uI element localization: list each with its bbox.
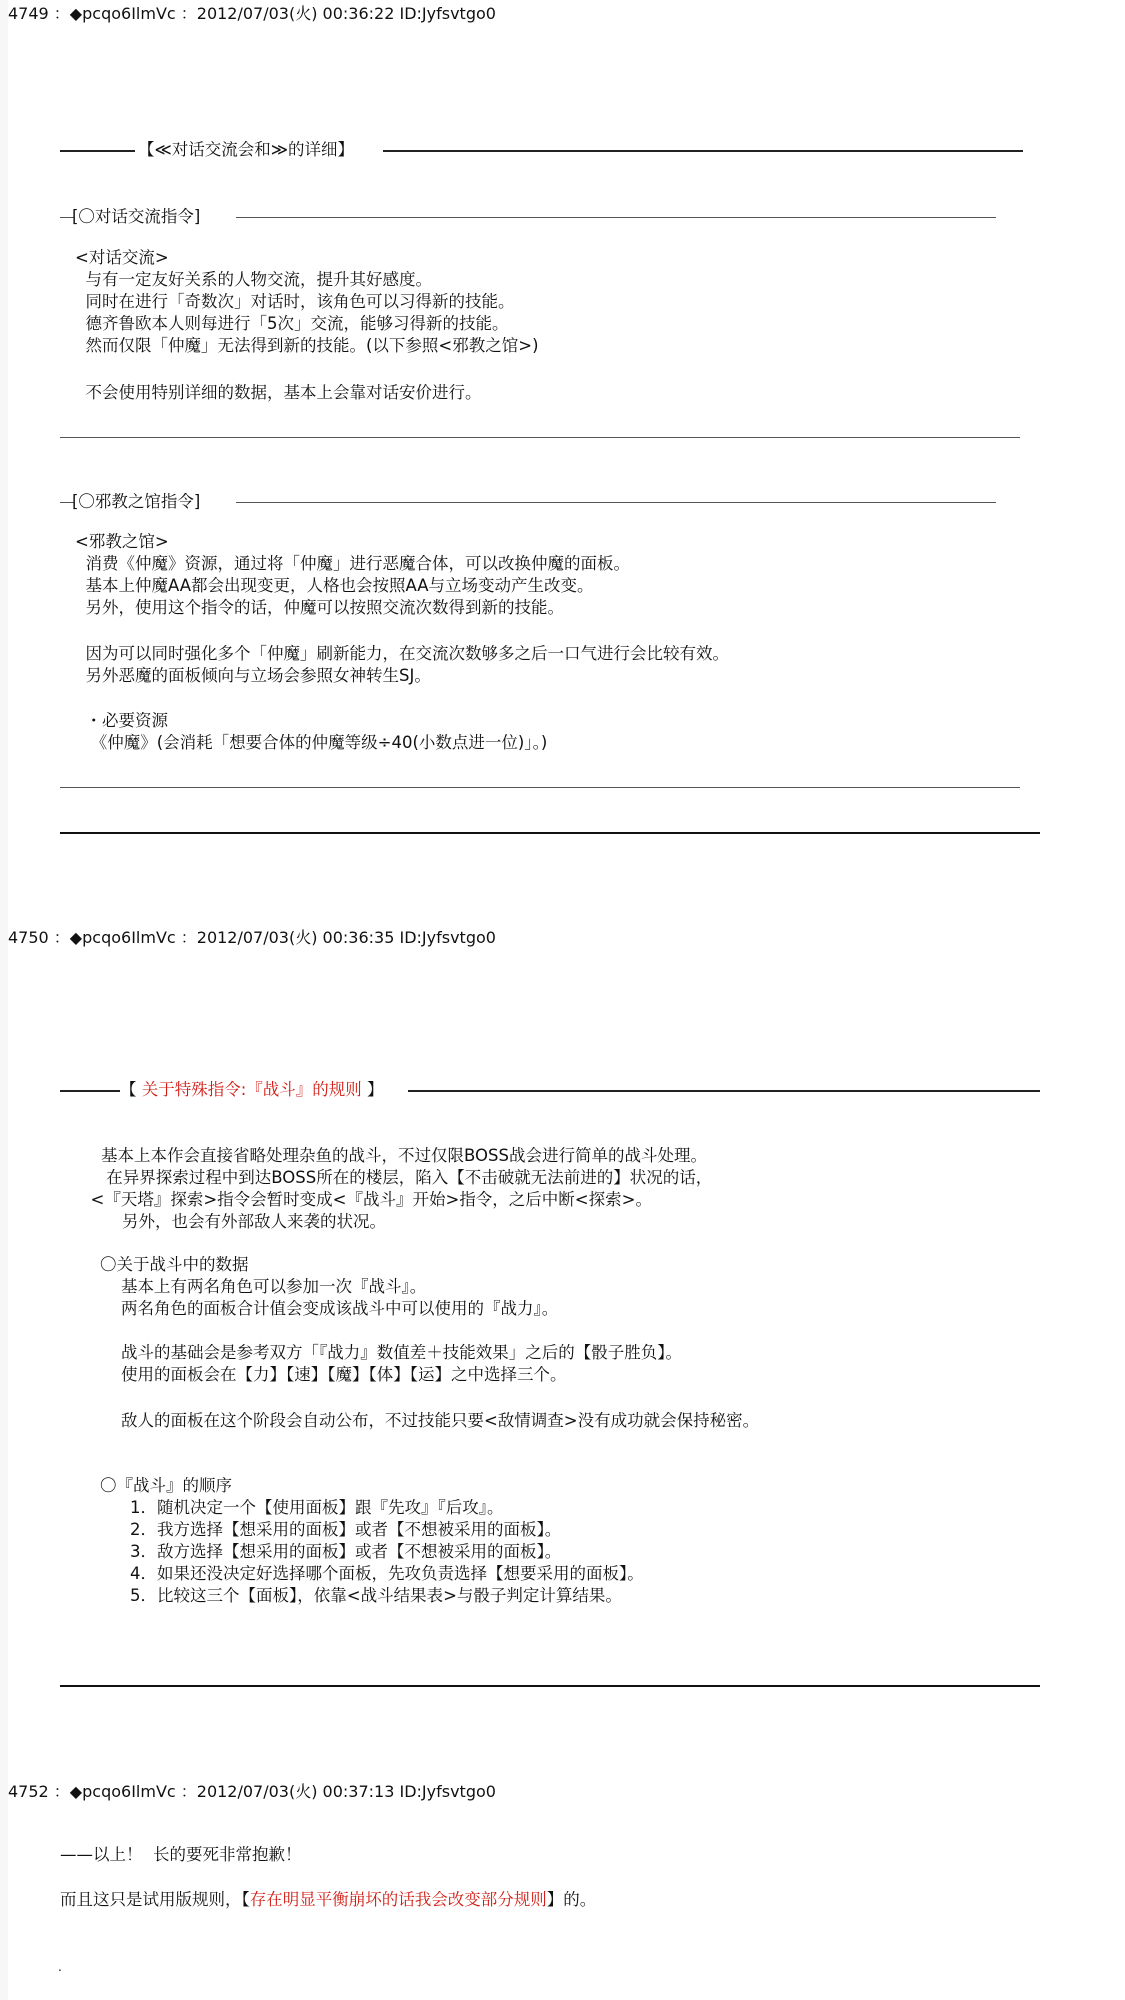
block-line: 与有一定友好关系的人物交流，提升其好感度。 xyxy=(75,270,432,289)
intro-line: 基本上本作会直接省略处理杂鱼的战斗，不过仅限BOSS战会进行简单的战斗处理。 xyxy=(80,1146,707,1165)
block-line: 另外，使用这个指令的话，仲魔可以按照交流次数得到新的技能。 xyxy=(75,598,564,617)
order-step: 4．如果还没决定好选择哪个面板，先攻负责选择【想要采用的面板】。 xyxy=(130,1564,644,1583)
block-divider xyxy=(60,787,1020,788)
section-rule-left xyxy=(60,1090,120,1092)
data-line: 〇关于战斗中的数据 xyxy=(100,1255,249,1274)
block-line: 同时在进行「奇数次」对话时，该角色可以习得新的技能。 xyxy=(75,292,515,311)
closing-line xyxy=(60,1889,596,1911)
section-rule-right xyxy=(383,150,1023,152)
section-title xyxy=(120,1079,384,1101)
block-rule-right xyxy=(236,502,996,503)
section-rule-right xyxy=(408,1090,1040,1092)
block-line: 《仲魔》(会消耗「想要合体的仲魔等级÷40(小数点进一位)」。) xyxy=(75,733,548,752)
block-line: 因为可以同时强化多个「仲魔」刷新能力，在交流次数够多之后一口气进行会比较有效。 xyxy=(75,644,729,663)
block-line: 然而仅限「仲魔」无法得到新的技能。(以下参照<邪教之馆>) xyxy=(75,336,539,355)
order-step: 1．随机决定一个【使用面板】跟『先攻』『后攻』。 xyxy=(130,1498,504,1517)
block-line: 基本上仲魔AA都会出现变更，人格也会按照AA与立场变动产生改变。 xyxy=(75,576,594,595)
section-title-highlight: 关于特殊指令:『战斗』的规则 xyxy=(141,1080,362,1099)
post-header: 4750 ：◆pcqo6IlmVc ：2012/07/03(火) 00:36:35 ID:Jyfsvtgo0 xyxy=(8,928,496,947)
data-line: 敌人的面板在这个阶段会自动公布，不过技能只要<敌情调查>没有成功就会保持秘密。 xyxy=(100,1411,760,1430)
order-step: 5．比较这三个【面板】，依靠<战斗结果表>与骰子判定计算结果。 xyxy=(130,1586,622,1605)
data-line: 战斗的基础会是参考双方「『战力』数值差＋技能效果」之后的【骰子胜负】。 xyxy=(100,1343,682,1362)
block-title: [〇对话交流指令] xyxy=(72,207,201,226)
closing-highlight: 存在明显平衡崩坏的话我会改变部分规则 xyxy=(249,1890,547,1909)
trailing-dot: . xyxy=(58,1960,62,1974)
intro-line: 另外，也会有外部敌人来袭的状况。 xyxy=(80,1212,386,1231)
block-line: <邪教之馆> xyxy=(75,532,169,551)
block-line: <对话交流> xyxy=(75,248,169,267)
post-end-rule xyxy=(60,1685,1040,1687)
section-rule-left xyxy=(60,150,135,152)
closing-line: ——以上！ 长的要死非常抱歉！ xyxy=(60,1845,302,1864)
block-line: 德齐鲁欧本人则每进行「5次」交流，能够习得新的技能。 xyxy=(75,314,509,333)
post-header: 4752 ：◆pcqo6IlmVc ：2012/07/03(火) 00:37:13 ID:Jyfsvtgo0 xyxy=(8,1782,496,1801)
closing-text: 而且这只是试用版规则，【 xyxy=(60,1890,250,1909)
closing-text: 】的。 xyxy=(546,1890,597,1909)
intro-line: 在异界探索过程中到达BOSS所在的楼层，陷入【不击破就无法前进的】状况的话， xyxy=(80,1168,713,1187)
order-step: 2．我方选择【想采用的面板】或者【不想被采用的面板】。 xyxy=(130,1520,562,1539)
block-rule-right xyxy=(236,217,996,218)
section-title-bracket-open: 【 xyxy=(120,1080,142,1099)
post-end-rule xyxy=(60,832,1040,834)
left-margin-shade xyxy=(0,0,8,2000)
section-title: 【≪对话交流会和≫的详细】 xyxy=(138,140,355,159)
block-line: 不会使用特别详细的数据，基本上会靠对话安价进行。 xyxy=(75,383,482,402)
section-title-bracket-close: 】 xyxy=(361,1080,384,1099)
block-line: ・必要资源 xyxy=(75,711,168,730)
data-line: 基本上有两名角色可以参加一次『战斗』。 xyxy=(100,1277,427,1296)
block-line: 消费《仲魔》资源，通过将「仲魔」进行恶魔合体，可以改换仲魔的面板。 xyxy=(75,554,630,573)
order-step: 3．敌方选择【想采用的面板】或者【不想被采用的面板】。 xyxy=(130,1542,562,1561)
data-line: 使用的面板会在【力】【速】【魔】【体】【运】之中选择三个。 xyxy=(100,1365,567,1384)
data-line: 两名角色的面板合计值会变成该战斗中可以使用的『战力』。 xyxy=(100,1299,559,1318)
intro-line: <『天塔』探索>指令会暂时变成<『战斗』开始>指令，之后中断<探索>。 xyxy=(80,1190,652,1209)
block-line: 另外恶魔的面板倾向与立场会参照女神转生SJ。 xyxy=(75,666,431,685)
block-divider xyxy=(60,437,1020,438)
post-header: 4749 ：◆pcqo6IlmVc ：2012/07/03(火) 00:36:22 ID:Jyfsvtgo0 xyxy=(8,4,496,23)
block-title: [〇邪教之馆指令] xyxy=(72,492,201,511)
order-title: 〇『战斗』的顺序 xyxy=(100,1476,232,1495)
